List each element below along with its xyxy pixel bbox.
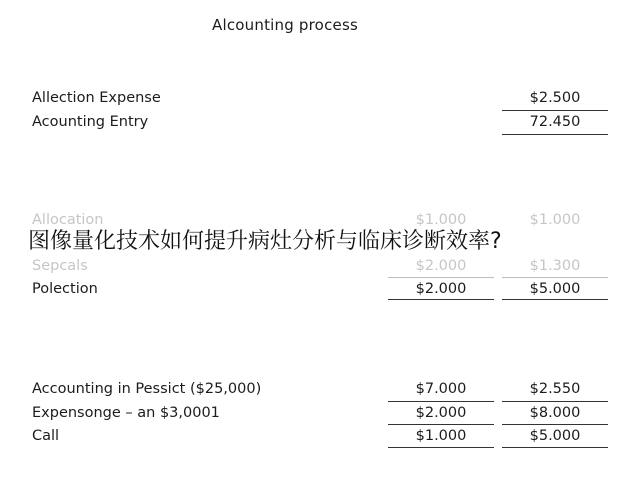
table-row [32, 381, 612, 403]
row-label: Allection Expense [32, 90, 161, 106]
overlay-caption: 图像量化技术如何提升病灶分析与临床诊断效率? [28, 228, 628, 256]
table-row [32, 114, 612, 136]
divider [388, 424, 494, 425]
row-label: Polection [32, 281, 98, 297]
row-value: 72.450 [529, 114, 581, 130]
row-label: Acounting Entry [32, 114, 149, 130]
row-label: Call [32, 428, 60, 444]
row-label: Accounting in Pessict ($25,000) [32, 381, 262, 397]
row-value-1: $7.000 [415, 381, 467, 397]
row-value-2: $1.300 [529, 258, 581, 274]
divider [388, 447, 494, 448]
row-label: Allocation [32, 212, 104, 228]
row-value-1: $2.000 [415, 405, 467, 421]
divider [502, 401, 608, 402]
row-value-2: $2.550 [529, 381, 581, 397]
divider [502, 277, 608, 278]
row-value-1: $1.000 [415, 212, 467, 228]
divider [502, 424, 608, 425]
row-value-1: $2.000 [415, 258, 467, 274]
document-title: Alcounting process [212, 16, 358, 34]
row-value-2: $8.000 [529, 405, 581, 421]
row-label: Sepcals [32, 258, 88, 274]
row-label: Expensonge – an $3,0001 [32, 405, 220, 421]
row-value-2: $1.000 [529, 212, 581, 228]
row-value-2: $5.000 [529, 428, 581, 444]
row-value: $2.500 [529, 90, 581, 106]
divider [388, 277, 494, 278]
divider [502, 134, 608, 135]
divider [388, 401, 494, 402]
divider [388, 299, 494, 300]
row-value-1: $2.000 [415, 281, 467, 297]
row-value-1: $1.000 [415, 428, 467, 444]
divider [502, 447, 608, 448]
divider [502, 110, 608, 111]
row-value-2: $5.000 [529, 281, 581, 297]
table-row [32, 90, 612, 112]
divider [502, 299, 608, 300]
